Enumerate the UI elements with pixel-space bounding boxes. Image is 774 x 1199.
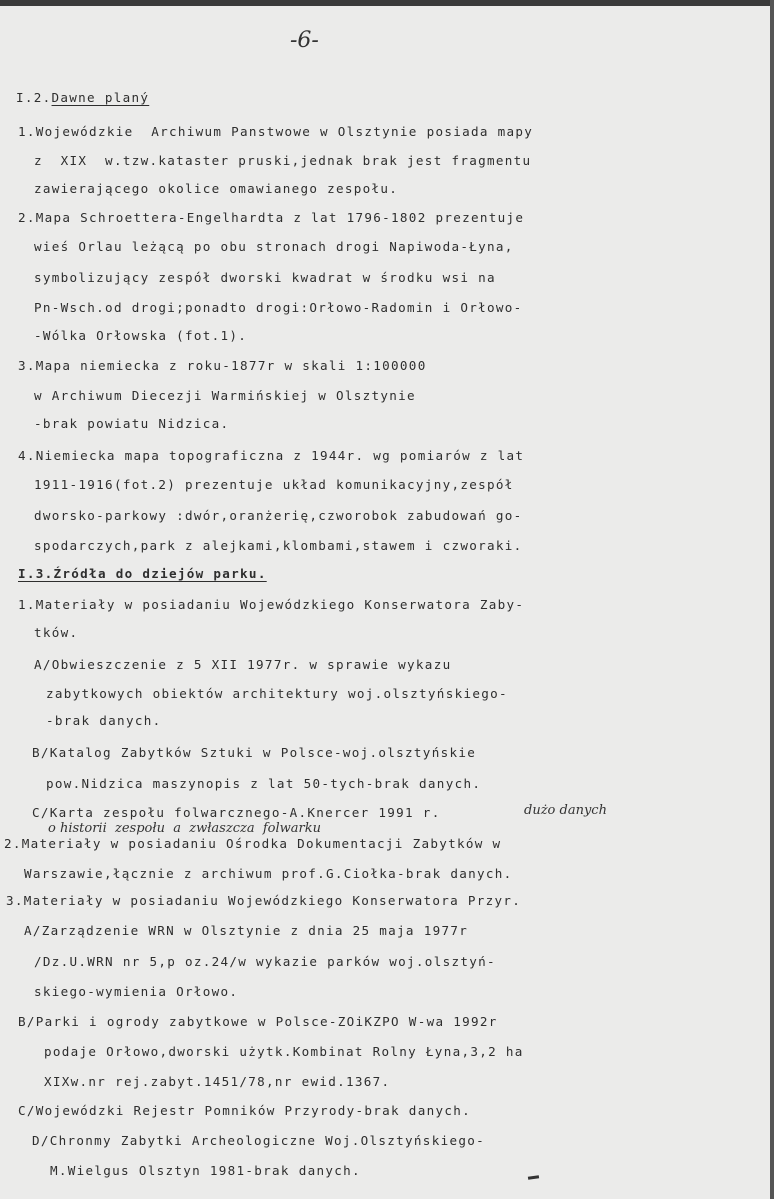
text-line: Pn-Wsch.od drogi;ponadto drogi:Orłowo-Radomin i Orłowo- [34,300,523,315]
heading-number: I.2. [16,90,52,105]
page-number: -6- [290,28,319,53]
text-line: dworsko-parkowy :dwór,oranżerię,czworobok zabudowań go- [34,508,523,523]
text-line: z XIX w.tzw.kataster pruski,jednak brak jest fragmentu [34,153,532,168]
scan-top-edge [0,0,774,6]
text-line: -brak powiatu Nidzica. [34,416,230,431]
text-line: 1911-1916(fot.2) prezentuje układ komunikacyjny,zespół [34,477,514,492]
text-line: 4.Niemiecka mapa topograficzna z 1944r. wg pomiarów z lat [18,448,525,463]
text-line: M.Wielgus Olsztyn 1981-brak danych. [50,1163,361,1178]
text-line: D/Chronmy Zabytki Archeologiczne Woj.Olsztyńskiego- [32,1133,485,1148]
scan-right-edge [770,0,774,1199]
text-line: /Dz.U.WRN nr 5,p oz.24/w wykazie parków woj.olsztyń- [34,954,496,969]
section-heading-i2 [16,90,149,106]
text-line: A/Obwieszczenie z 5 XII 1977r. w sprawie wykazu [34,657,452,672]
text-line: A/Zarządzenie WRN w Olsztynie z dnia 25 maja 1977r [24,923,469,938]
text-line: 2.Mapa Schroettera-Engelhardta z lat 1796-1802 prezentuje [18,210,525,225]
text-line: 3.Materiały w posiadaniu Wojewódzkiego Konserwatora Przyr. [6,893,522,908]
text-line: 1.Wojewódzkie Archiwum Panstwowe w Olsztynie posiada mapy [18,124,534,139]
text-line: -Wólka Orłowska (fot.1). [34,328,248,343]
text-line: skiego-wymienia Orłowo. [34,984,239,999]
text-line: w Archiwum Diecezji Warmińskiej w Olsztynie [34,388,416,403]
text-line: wieś Orlau leżącą po obu stronach drogi Napiwoda-Łyna, [34,239,514,254]
text-line: podaje Orłowo,dworski użytk.Kombinat Rolny Łyna,3,2 ha [44,1044,524,1059]
text-line: zabytkowych obiektów architektury woj.olsztyńskiego- [46,686,508,701]
heading-title: Dawne planý [51,90,150,105]
text-line: B/Katalog Zabytków Sztuki w Polsce-woj.olsztyńskie [32,745,477,760]
text-line: -brak danych. [46,713,162,728]
text-line: C/Wojewódzki Rejestr Pomników Przyrody-brak danych. [18,1103,471,1118]
text-line: 3.Mapa niemiecka z roku-1877r w skali 1:100000 [18,358,427,373]
text-line: Warszawie,łącznie z archiwum prof.G.Ciołka-brak danych. [24,866,513,881]
text-line: pow.Nidzica maszynopis z lat 50-tych-brak danych. [46,776,482,791]
handwritten-note-line-1: dużo danych [524,803,607,818]
ink-mark [528,1175,539,1180]
section-heading-i3: I.3.Źródła do dziejów parku. [18,566,267,581]
text-line: 1.Materiały w posiadaniu Wojewódzkiego Konserwatora Zaby- [18,597,525,612]
text-line: zawierającego okolice omawianego zespołu. [34,181,399,196]
text-line: XIXw.nr rej.zabyt.1451/78,nr ewid.1367. [44,1074,391,1089]
text-line: C/Karta zespołu folwarcznego-A.Knercer 1991 r. [32,805,441,820]
handwritten-note-line-2: o historii zespołu a zwłaszcza folwarku [48,821,321,836]
text-line: symbolizujący zespół dworski kwadrat w środku wsi na [34,270,496,285]
text-line: tków. [34,625,79,640]
text-line: spodarczych,park z alejkami,klombami,stawem i czworaki. [34,538,523,553]
text-line: B/Parki i ogrody zabytkowe w Polsce-ZOiKZPO W-wa 1992r [18,1014,498,1029]
text-line: 2.Materiały w posiadaniu Ośrodka Dokumentacji Zabytków w [4,836,502,851]
